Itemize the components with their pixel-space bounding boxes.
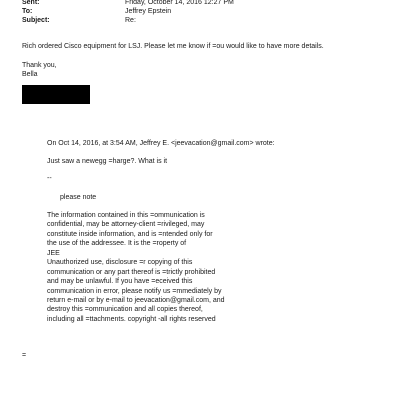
quote-intro: On Oct 14, 2016, at 3:54 AM, Jeffrey E. <jeevacation@gmail.com> wrote: bbox=[47, 140, 275, 147]
subject-row bbox=[22, 16, 136, 25]
subject-value: Re: bbox=[125, 17, 136, 24]
footer-marker: = bbox=[22, 352, 27, 359]
subject-label: Subject: bbox=[22, 17, 50, 24]
disclaimer-line: The information contained in this =ommunication is bbox=[47, 212, 205, 219]
disclaimer-line: including all =ttachments. copyright -all rights reserved bbox=[47, 315, 216, 323]
disclaimer-line: communication or any part thereof is =trictly prohibited bbox=[47, 268, 216, 276]
disclaimer-line: the use of the addressee. It is the =roperty of bbox=[47, 240, 187, 248]
sent-value: Friday, October 14, 2016 12:27 PM bbox=[125, 0, 234, 6]
quote-question: Just saw a newegg =harge?. What is it bbox=[47, 158, 168, 165]
to-value: Jeffrey Epstein bbox=[125, 8, 172, 15]
signoff-text: Thank you, bbox=[22, 62, 57, 69]
sender-name: Bella bbox=[22, 71, 38, 78]
disclaimer-line: constitute inside information, and is =ntended only for bbox=[47, 230, 213, 238]
please-note-text: please note bbox=[60, 194, 97, 201]
disclaimer-line: communication in error, please notify us =mmediately by bbox=[47, 287, 222, 295]
disclaimer-line: destroy this =ommunication and all copies thereof, bbox=[47, 306, 203, 314]
disclaimer-block bbox=[47, 211, 225, 324]
disclaimer-line: confidential, may be attorney-client =rivileged, may bbox=[47, 221, 205, 229]
sent-label: Sent: bbox=[22, 0, 40, 6]
disclaimer-line: return e-mail or by e-mail to jeevacation@gmail.com, and bbox=[47, 296, 225, 304]
disclaimer-line: JEE bbox=[47, 249, 60, 257]
disclaimer-line: and may be unlawful. If you have =eceived this bbox=[47, 278, 193, 286]
disclaimer-line: Unauthorized use, disclosure =r copying of this bbox=[47, 259, 193, 267]
message-text: Rich ordered Cisco equipment for LSJ. Please let me know if =ou would like to have more details. bbox=[22, 43, 324, 50]
to-label: To: bbox=[22, 8, 33, 15]
redaction-box bbox=[22, 85, 90, 104]
quote-ellipsis: -- bbox=[47, 175, 52, 182]
